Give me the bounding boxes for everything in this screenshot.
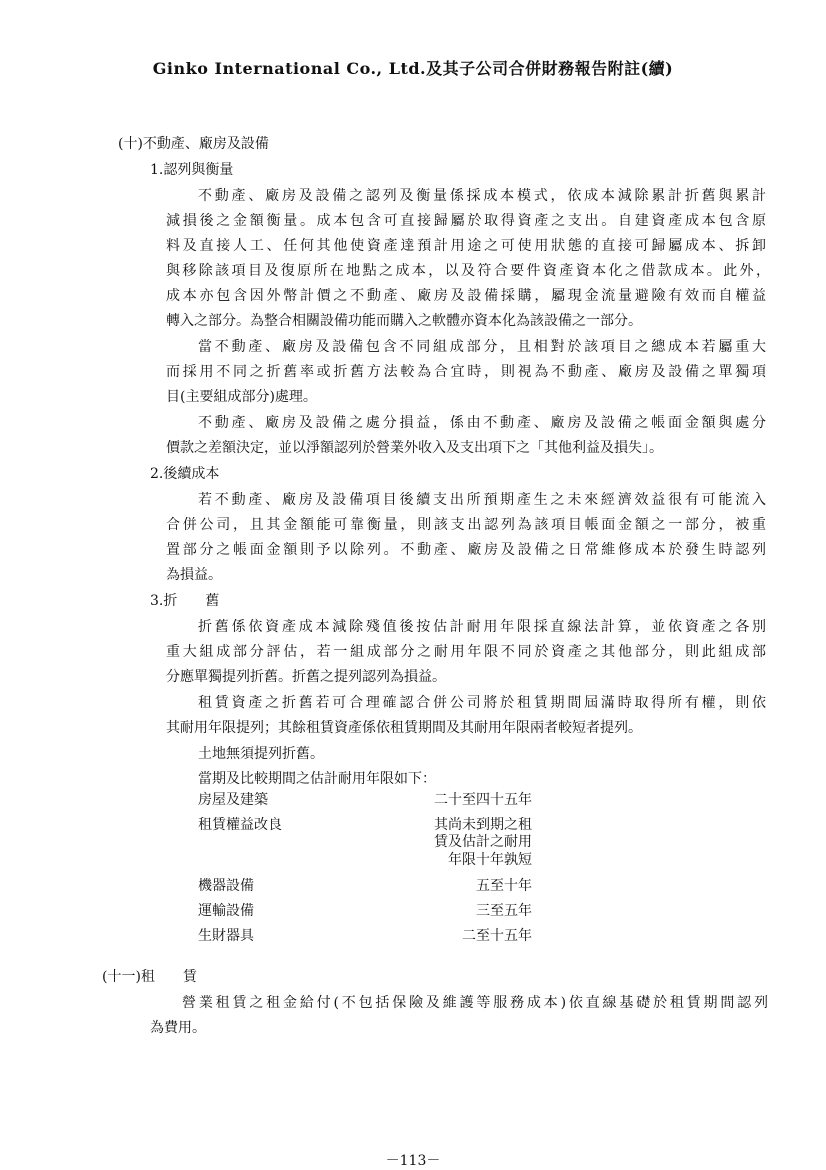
table-row-value: 二至十五年 [462,928,532,944]
paragraph-line: 轉入之部分。為整合相關設備功能而購入之軟體亦資本化為該設備之一部分。 [166,313,642,329]
page-number: －113－ [385,1153,441,1169]
paragraph-line: 合併公司，且其金額能可靠衡量，則該支出認列為該項目帳面金額之一部分，被重 [166,517,766,533]
table-row-value: 五至十年 [476,878,532,894]
paragraph-line: 成本亦包含因外幣計價之不動產、廠房及設備採購，屬現金流量避險有效而自權益 [166,288,766,304]
table-row-value: 賃及估計之耐用 [434,834,532,850]
paragraph-line: 價款之差額決定，並以淨額認列於營業外收入及支出項下之「其他利益及損失」。 [166,440,663,456]
paragraph-line: 不動產、廠房及設備之處分損益，係由不動產、廠房及設備之帳面金額與處分 [198,415,766,431]
table-row-value: 二十至四十五年 [434,792,532,808]
paragraph-line: 重大組成部分評估，若一組成部分之耐用年限不同於資產之其他部分，則此組成部 [166,644,766,660]
paragraph-line: 與移除該項目及復原所在地點之成本，以及符合要件資產資本化之借款成本。此外， [166,263,770,279]
paragraph-line: 其耐用年限提列；其餘租賃資產係依租賃期間及其耐用年限兩者較短者提列。 [166,720,642,736]
table-row-label: 租賃權益改良 [198,817,282,833]
paragraph-line: 當不動產、廠房及設備包含不同組成部分，且相對於該項目之總成本若屬重大 [198,339,766,355]
paragraph-line: 租賃資產之折舊若可合理確認合併公司將於租賃期間屆滿時取得所有權，則依 [198,695,766,711]
paragraph-line: 分應單獨提列折舊。折舊之提列認列為損益。 [166,669,446,685]
table-row-value: 年限十年孰短 [448,852,532,868]
paragraph-line: 若不動產、廠房及設備項目後續支出所預期產生之未來經濟效益很有可能流入 [198,492,766,508]
table-row-label: 生財器具 [198,928,254,944]
paragraph-line: 料及直接人工、任何其他使資產達預計用途之可使用狀態的直接可歸屬成本、拆卸 [166,238,766,254]
table-row-label: 機器設備 [198,878,254,894]
section-title: (十一)租 賃 [102,969,197,985]
section-title: (十)不動產、廠房及設備 [118,136,269,152]
paragraph-line: 減損後之金額衡量。成本包含可直接歸屬於取得資產之支出。自建資產成本包含原 [166,213,766,229]
paragraph-line: 置部分之帳面金額則予以除列。不動產、廠房及設備之日常維修成本於發生時認列 [166,542,766,558]
table-row-value: 其尚未到期之租 [434,817,532,833]
paragraph-line: 土地無須提列折舊。 [198,746,324,762]
subsection-title: 2.後續成本 [150,466,220,482]
paragraph-line: 而採用不同之折舊率或折舊方法較為合宜時，則視為不動產、廠房及設備之單獨項 [166,364,766,380]
table-row-value: 三至五年 [476,903,532,919]
table-row-label: 房屋及建築 [198,792,268,808]
table-intro: 當期及比較期間之估計耐用年限如下： [198,771,436,787]
paragraph-line: 不動產、廠房及設備之認列及衡量係採成本模式，依成本減除累計折舊與累計 [198,188,766,204]
paragraph-line: 為損益。 [166,567,222,583]
subsection-title: 3.折 舊 [150,593,220,609]
table-row-label: 運輸設備 [198,903,254,919]
paragraph-line: 營業租賃之租金給付(不包括保險及維護等服務成本)依直線基礎於租賃期間認列 [182,995,768,1011]
paragraph-line: 折舊係依資產成本減除殘值後按估計耐用年限採直線法計算，並依資產之各別 [198,619,766,635]
paragraph-line: 為費用。 [150,1020,206,1036]
page-header: Ginko International Co., Ltd.及其子公司合併財務報告附註(續) [152,59,674,78]
paragraph-line: 目(主要組成部分)處理。 [166,389,317,405]
subsection-title: 1.認列與衡量 [150,162,234,178]
